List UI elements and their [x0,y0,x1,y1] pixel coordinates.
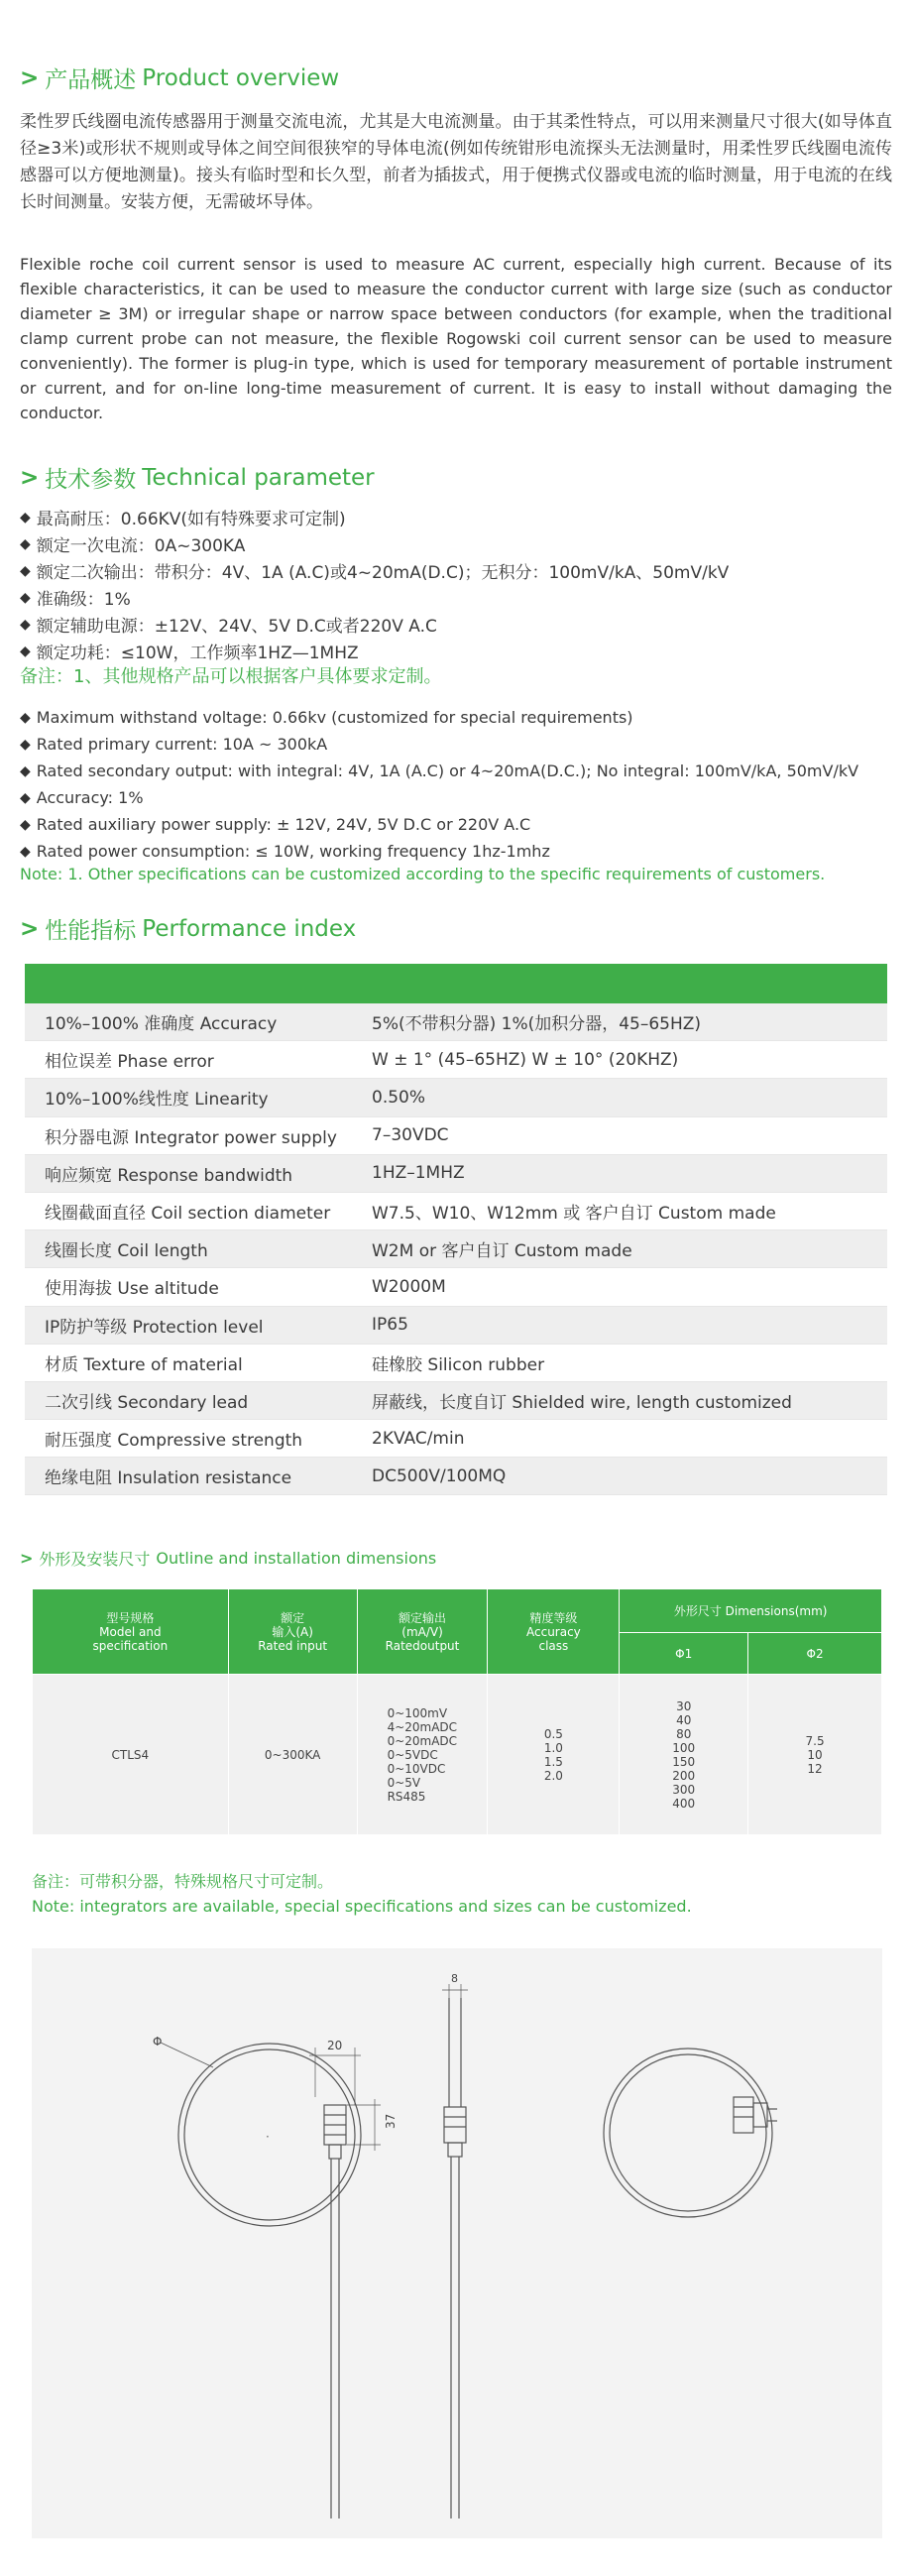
table-cell-key: 10%–100%线性度 Linearity [45,1090,269,1111]
list-item [20,811,902,838]
list-item [20,611,902,638]
table-cell-value: DC500V/100MQ [372,1465,507,1486]
diamond-bullet-icon: ◆ [20,762,31,779]
diamond-bullet-icon: ◆ [20,616,31,633]
list-item-text: 额定二次输出：带积分：4V、1A (A.C)或4~20mA(D.C)；无积分：100mV/kA、50mV/kV [36,563,730,583]
list-item [20,557,902,584]
header-accuracy-class: 精度等级 Accuracy class [488,1589,620,1675]
table-row [25,1041,887,1079]
table-cell-value: 硅橡胶 Silicon rubber [372,1354,545,1375]
drawing-svg [32,1948,882,2538]
table-cell-key: 耐压强度 Compressive strength [45,1431,303,1452]
dimensions-heading [20,1547,436,1570]
table-row [25,1382,887,1420]
performance-table [25,1003,887,1495]
diamond-bullet-icon: ◆ [20,509,31,526]
table-cell-key: 响应频宽 Response bandwidth [45,1165,293,1186]
connector-neck [329,2145,341,2159]
table-cell-value: W7.5、W10、W12mm 或 客户自订 Custom made [372,1204,776,1225]
performance-header-bar [25,964,887,1003]
table-cell-value: 1HZ–1MHZ [372,1163,465,1184]
diamond-bullet-icon: ◆ [20,816,31,833]
dimensions-note-cn: 备注：可带积分器，特殊规格尺寸可定制。 [32,1872,334,1891]
chevron-right-icon: > [20,915,40,942]
table-cell-key: 线圈截面直径 Coil section diameter [45,1204,331,1225]
header-phi2: Φ2 [748,1633,882,1675]
list-item [20,704,902,731]
overview-paragraph-en: Flexible roche coil current sensor is used to measure AC current, especially high current. Because of its flexible characteristics, it can be used to measure the conductor current with large size (such as conductor diameter ≥ 3M) or irregular shape or narrow space between conductors (for example, when the traditional clamp current probe can not measure, the flexible Rogowski coil current sensor can be used to measure conveniently). The former is plug-in type, which is used for temporary measurement of portable instrument or current, and for on-line long-time measurement of current. It is easy to install without damaging the conductor. [20,255,892,422]
cell-phi2: 7.5 10 12 [748,1675,882,1835]
overview-paragraph-cn: 柔性罗氏线圈电流传感器用于测量交流电流，尤其是大电流测量。由于其柔性特点，可以用来测量尺寸很大(如导体直径≥3米)或形状不规则或导体之间空间很狭窄的导体电流(例如传统钳形电流探头无法测量时，用柔性罗氏线圈电流传感器可以方便地测量)。接头有临时型和长久型，前者为插拔式，用于便携式仪器或电流的临时测量，用于电流的在线长时间测量。安装方便，无需破坏导体。 [20,112,892,212]
table-cell-value: IP65 [372,1315,408,1336]
diamond-bullet-icon: ◆ [20,643,31,659]
cell-input: 0~300KA [228,1675,357,1835]
table-row [25,1268,887,1306]
diamond-bullet-icon: ◆ [20,589,31,606]
list-item [20,504,902,530]
table-cell-value: W2000M [372,1276,446,1297]
table-row [33,1675,882,1835]
dim-37-label: 37 [384,2113,398,2129]
table-cell-value: 2KVAC/min [372,1428,465,1449]
technical-drawing [32,1948,882,2538]
header-phi1: Φ1 [620,1633,748,1675]
phi-label: Φ [153,2035,163,2049]
performance-title-en: Performance index [142,915,357,942]
list-item-text: 额定功耗：≤10W，工作频率1HZ—1MHZ [36,644,359,663]
table-cell-value: 5%(不带积分器) 1%(加积分器，45–65HZ) [372,1014,702,1035]
table-cell-value: W ± 1° (45–65HZ) W ± 10° (20KHZ) [372,1049,679,1070]
header-rated-input: 额定 输入(A) Rated input [228,1589,357,1675]
overview-heading [20,61,339,94]
technical-list-en [20,704,902,865]
table-row [25,1003,887,1041]
list-item-text: Rated secondary output: with integral: 4V, 1A (A.C) or 4~20mA(D.C.); No integral: 100mV/kA, 50mV/kV [36,761,859,780]
list-item [20,584,902,611]
list-item-text: Rated primary current: 10A ~ 300kA [36,735,328,754]
list-item [20,838,902,865]
table-cell-key: 二次引线 Secondary lead [45,1392,249,1413]
right-connector [734,2097,753,2133]
diamond-bullet-icon: ◆ [20,535,31,552]
center-dot: · [266,2130,270,2144]
dimensions-table [32,1588,882,1835]
overview-title-cn: 产品概述 [45,67,137,93]
table-cell-key: 10%–100% 准确度 Accuracy [45,1014,278,1035]
diamond-bullet-icon: ◆ [20,709,31,726]
table-cell-value: 7–30VDC [372,1125,449,1146]
technical-note-cn: 备注：1、其他规格产品可以根据客户具体要求定制。 [20,666,442,687]
list-item [20,530,902,557]
list-item-text: Rated auxiliary power supply: ± 12V, 24V, 5V D.C or 220V A.C [36,815,531,834]
table-cell-value: 屏蔽线，长度自订 Shielded wire, length customized [372,1392,792,1413]
list-item-text: 最高耐压：0.66KV(如有特殊要求可定制) [36,510,346,529]
technical-title-en: Technical parameter [142,464,375,491]
chevron-right-icon: > [20,64,40,91]
table-row [25,1458,887,1495]
table-cell-key: 使用海拔 Use altitude [45,1279,219,1300]
table-cell-value: 0.50% [372,1087,426,1108]
dim-20-label: 20 [327,2039,343,2052]
overview-title-en: Product overview [142,64,340,91]
phi-leader-line [161,2043,213,2067]
dimensions-title-en: Outline and installation dimensions [156,1549,437,1568]
table-row [25,1193,887,1230]
diamond-bullet-icon: ◆ [20,843,31,860]
list-item-text: Rated power consumption: ≤ 10W, working frequency 1hz-1mhz [36,842,550,861]
performance-title-cn: 性能指标 [45,918,137,944]
table-row [25,1079,887,1116]
list-item-text: 额定辅助电源：±12V、24V、5V D.C或者220V A.C [36,617,437,637]
performance-heading [20,912,356,945]
table-cell-key: 材质 Texture of material [45,1354,243,1375]
table-row [25,1117,887,1155]
dim-8-label: 8 [451,1972,458,1985]
table-cell-key: IP防护等级 Protection level [45,1317,264,1338]
list-item-text: Accuracy: 1% [36,788,144,807]
header-model: 型号规格 Model and specification [33,1589,229,1675]
list-item [20,731,902,758]
list-item-text: 额定一次电流：0A~300KA [36,536,246,556]
table-row [25,1230,887,1268]
header-rated-output: 额定输出 (mA/V) Ratedoutput [357,1589,488,1675]
table-cell-key: 积分器电源 Integrator power supply [45,1127,337,1148]
chevron-right-icon: > [20,464,40,491]
list-item-text: 准确级：1% [36,590,131,610]
diamond-bullet-icon: ◆ [20,789,31,806]
list-item-text: Maximum withstand voltage: 0.66kv (customized for special requirements) [36,708,633,727]
table-cell-key: 相位误差 Phase error [45,1052,214,1073]
cell-accuracy: 0.5 1.0 1.5 2.0 [488,1675,620,1835]
table-cell-value: W2M or 客户自订 Custom made [372,1241,632,1262]
cell-outputs: 0~100mV 4~20mADC 0~20mADC 0~5VDC 0~10VDC 0~5V RS485 [357,1675,488,1835]
cell-model: CTLS4 [33,1675,229,1835]
diamond-bullet-icon: ◆ [20,562,31,579]
list-item [20,638,902,664]
technical-note-en: Note: 1. Other specifications can be customized according to the specific requirements of customers. [20,865,826,883]
header-dimensions-group: 外形尺寸 Dimensions(mm) [620,1589,882,1633]
table-cell-key: 线圈长度 Coil length [45,1241,208,1262]
technical-heading [20,461,375,494]
table-row [25,1155,887,1193]
side-connector [444,2107,466,2143]
technical-list-cn [20,504,902,664]
list-item [20,758,902,784]
dimensions-note-en: Note: integrators are available, special specifications and sizes can be customized. [32,1897,692,1916]
dimensions-title-cn: 外形及安装尺寸 [39,1550,151,1569]
diamond-bullet-icon: ◆ [20,736,31,753]
list-item [20,784,902,811]
table-row [25,1345,887,1382]
table-row [25,1307,887,1345]
table-row [25,1420,887,1458]
technical-title-cn: 技术参数 [45,467,137,493]
cell-phi1: 30 40 80 100 150 200 300 400 [620,1675,748,1835]
chevron-right-icon: > [20,1549,34,1568]
table-cell-key: 绝缘电阻 Insulation resistance [45,1468,292,1489]
